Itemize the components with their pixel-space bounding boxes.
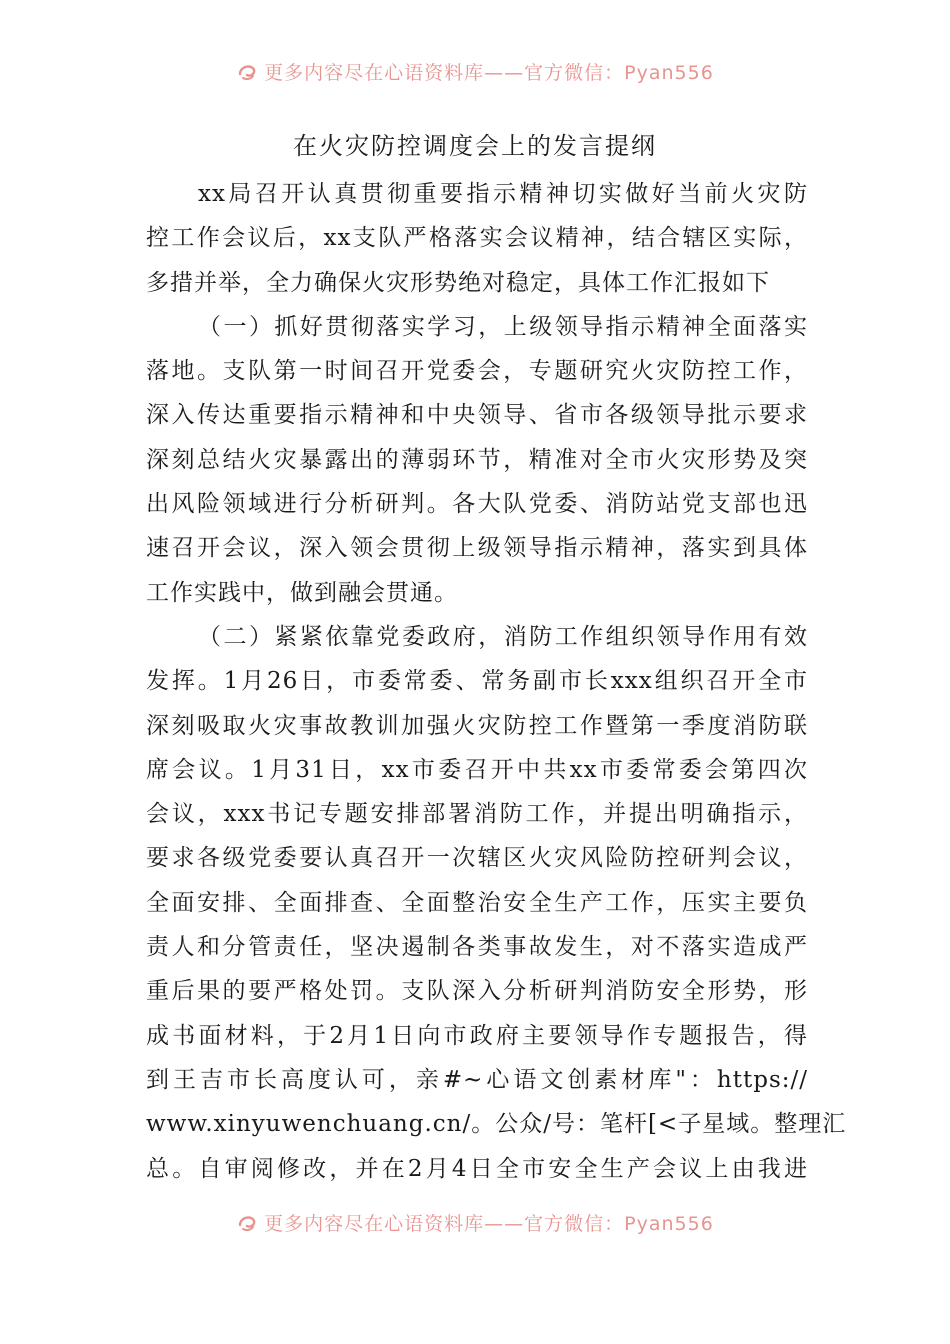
body-line: （一）抓好贯彻落实学习，上级领导指示精神全面落实	[198, 313, 808, 340]
body-line: 要求各级党委要认真召开一次辖区火灾风险防控研判会议，	[146, 845, 808, 872]
body-line: 责人和分管责任，坚决遏制各类事故发生，对不落实造成严	[146, 934, 808, 961]
body-line: 发挥。1月26日，市委常委、常务副市长xxx组织召开全市	[146, 668, 808, 695]
watermark-footer	[0, 1207, 950, 1237]
body-line: 重后果的要严格处罚。支队深入分析研判消防安全形势，形	[146, 978, 808, 1005]
body-line: 席会议。1月31日，xx市委召开中共xx市委常委会第四次	[146, 756, 808, 783]
body-line: www.xinyuwenchuang.cn/。公众/号：笔杆[<子星域。整理汇	[146, 1111, 847, 1138]
body-line: 深入传达重要指示精神和中央领导、省市各级领导批示要求	[146, 402, 808, 429]
watermark-text: 更多内容尽在心语资料库——官方微信：Pyan556	[264, 61, 714, 84]
body-line: xx局召开认真贯彻重要指示精神切实做好当前火灾防	[198, 181, 808, 207]
body-line: 速召开会议，深入领会贯彻上级领导指示精神，落实到具体	[146, 535, 808, 562]
swirl-logo-icon	[236, 1211, 258, 1233]
body-line: 全面安排、全面排查、全面整治安全生产工作，压实主要负	[146, 889, 808, 916]
body-line: 控工作会议后，xx支队严格落实会议精神，结合辖区实际，	[146, 225, 808, 252]
body-line: 落地。支队第一时间召开党委会，专题研究火灾防控工作，	[146, 358, 808, 385]
body-line: 成书面材料，于2月1日向市政府主要领导作专题报告，得	[146, 1022, 808, 1049]
swirl-logo-icon	[236, 60, 258, 82]
body-line: 深刻吸取火灾事故教训加强火灾防控工作暨第一季度消防联	[146, 712, 808, 739]
body-line: 会议，xxx书记专题安排部署消防工作，并提出明确指示，	[146, 801, 808, 828]
body-line: 出风险领域进行分析研判。各大队党委、消防站党支部也迅	[146, 491, 808, 518]
watermark-text: 更多内容尽在心语资料库——官方微信：Pyan556	[264, 1212, 714, 1235]
body-line: 到王吉市长高度认可，亲#~心语文创素材库"：https://	[146, 1066, 808, 1093]
body-line: 深刻总结火灾暴露出的薄弱环节，精准对全市火灾形势及突	[146, 446, 808, 473]
body-line: 多措并举，全力确保火灾形势绝对稳定，具体工作汇报如下	[146, 269, 770, 296]
body-line: 总。自审阅修改，并在2月4日全市安全生产会议上由我进	[146, 1155, 808, 1182]
watermark-header	[0, 56, 950, 86]
body-line: 工作实践中，做到融会贯通。	[146, 579, 458, 606]
document-title: 在火灾防控调度会上的发言提纲	[293, 132, 657, 160]
document-body	[146, 172, 847, 1191]
body-line: （二）紧紧依靠党委政府，消防工作组织领导作用有效	[198, 623, 808, 650]
